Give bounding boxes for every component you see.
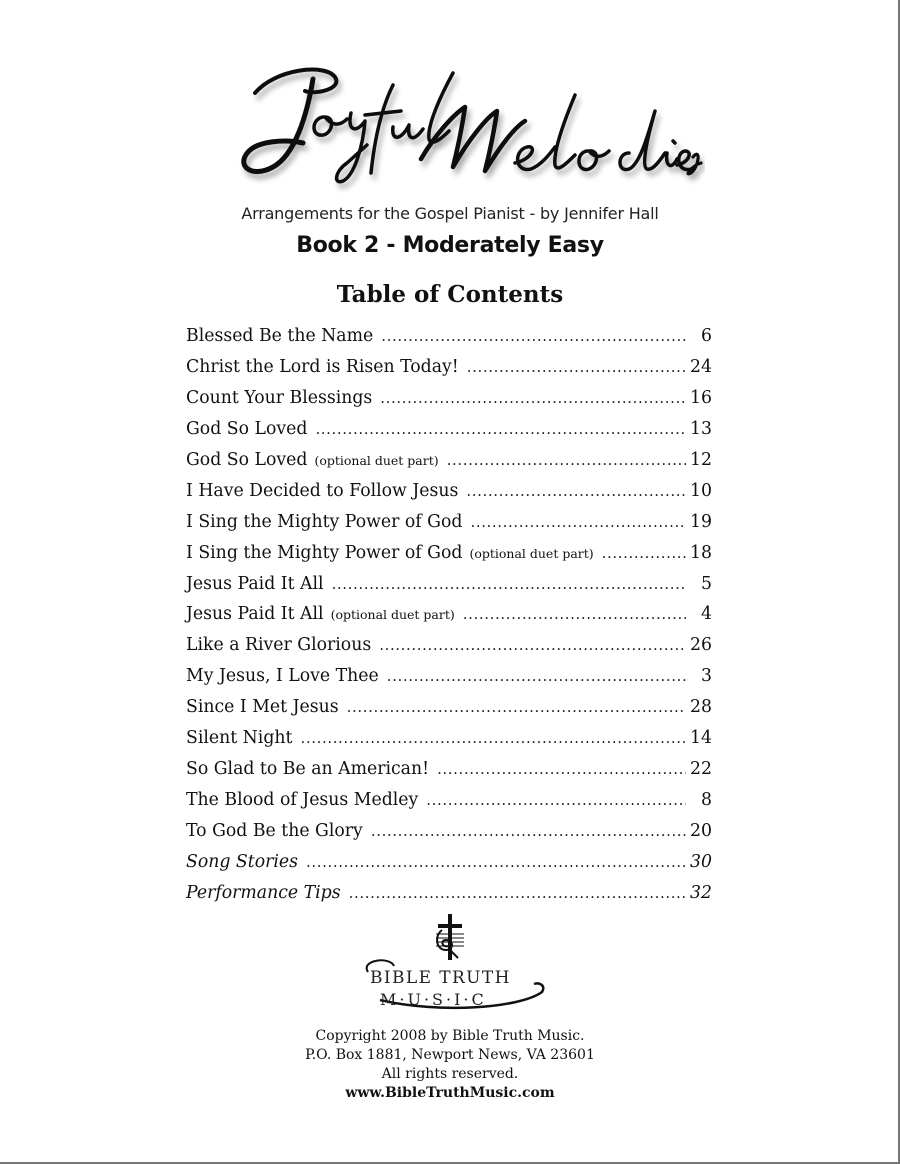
toc-entry-page: 22 <box>690 759 712 780</box>
toc-entry-title: Jesus Paid It All <box>186 604 324 625</box>
toc-entry-title: I Have Decided to Follow Jesus <box>186 480 459 501</box>
toc-entry-page: 3 <box>701 666 712 687</box>
book-title: Book 2 - Moderately Easy <box>296 233 604 258</box>
dot-leader <box>466 476 686 506</box>
copyright-line: Copyright 2008 by Bible Truth Music. <box>315 1028 585 1044</box>
title-script-logo <box>215 55 705 200</box>
toc-entry[interactable] <box>186 321 712 352</box>
toc-entry-page: 8 <box>701 790 712 811</box>
toc-entry[interactable] <box>186 445 712 476</box>
dot-leader <box>315 414 686 444</box>
toc-entry-title: I Sing the Mighty Power of God <box>186 511 463 532</box>
toc-entry[interactable] <box>186 630 712 661</box>
toc-entry-title: Blessed Be the Name <box>186 326 374 346</box>
toc-entry-page: 5 <box>701 573 712 594</box>
dot-leader <box>387 661 686 691</box>
toc-entry[interactable] <box>186 599 712 630</box>
toc-entry[interactable] <box>186 878 712 909</box>
toc-entry[interactable] <box>186 785 712 816</box>
toc-entry-title: Christ the Lord is Risen Today! <box>186 356 459 377</box>
toc-entry-page: 10 <box>690 480 712 501</box>
dot-leader <box>463 599 686 629</box>
toc-heading: Table of Contents <box>336 281 564 308</box>
toc-entry[interactable] <box>186 569 712 600</box>
toc-entry-title: So Glad to Be an American! <box>186 759 430 780</box>
toc-entry-title: Performance Tips <box>186 882 341 903</box>
copyright-block <box>0 1027 900 1103</box>
toc-entry-title: To God Be the Glory <box>186 821 363 841</box>
toc-entry-title: God So Loved <box>186 449 308 470</box>
dot-leader <box>602 538 686 568</box>
toc-entry-title: The Blood of Jesus Medley <box>186 790 419 811</box>
toc-entry-page: 16 <box>690 387 712 408</box>
toc-entry-note: (optional duet part) <box>314 452 439 468</box>
toc-entry-page: 32 <box>690 882 712 903</box>
toc-entry-page: 4 <box>701 604 712 625</box>
toc-entry-page: 18 <box>690 542 712 563</box>
toc-entry[interactable] <box>186 816 712 847</box>
toc-entry[interactable] <box>186 692 712 723</box>
dot-leader <box>467 352 686 382</box>
dot-leader <box>381 321 686 351</box>
toc-entry-page: 28 <box>690 697 712 718</box>
dot-leader <box>470 507 686 537</box>
toc-entry-page: 12 <box>690 449 712 470</box>
toc-entry[interactable] <box>186 507 712 538</box>
toc-entry-note: (optional duet part) <box>469 545 594 561</box>
dot-leader <box>426 785 686 815</box>
toc-entry-note: (optional duet part) <box>330 607 455 623</box>
dot-leader <box>380 383 686 413</box>
publisher-name-music: M·U·S·I·C <box>380 990 487 1009</box>
toc-entry-page: 26 <box>690 635 712 656</box>
toc-entry-title: My Jesus, I Love Thee <box>186 666 379 687</box>
address-line: P.O. Box 1881, Newport News, VA 23601 <box>305 1047 595 1063</box>
toc-entry-title: I Sing the Mighty Power of God <box>186 542 463 563</box>
toc-entry[interactable] <box>186 414 712 445</box>
toc-entry[interactable] <box>186 538 712 569</box>
subtitle: Arrangements for the Gospel Pianist - by Jennifer Hall <box>241 204 659 223</box>
website-link[interactable]: www.BibleTruthMusic.com <box>345 1085 555 1101</box>
toc-entry[interactable] <box>186 847 712 878</box>
toc-entry-page: 20 <box>690 821 712 841</box>
toc-entry-page: 6 <box>701 326 712 346</box>
toc-entry-title: Since I Met Jesus <box>186 697 339 718</box>
dot-leader <box>300 723 686 753</box>
toc-entry-title: Count Your Blessings <box>186 387 373 408</box>
dot-leader <box>306 847 686 877</box>
toc-entry-title: Like a River Glorious <box>186 635 372 656</box>
toc-entry[interactable] <box>186 661 712 692</box>
toc-entry-page: 14 <box>690 728 712 749</box>
toc-entry[interactable] <box>186 476 712 507</box>
dot-leader <box>349 878 686 908</box>
toc-entry-title: Silent Night <box>186 728 293 749</box>
toc-entry-page: 13 <box>690 418 712 439</box>
toc-entry[interactable] <box>186 383 712 414</box>
toc-entry-page: 30 <box>690 851 712 872</box>
publisher-name: BIBLE TRUTH <box>370 968 511 988</box>
dot-leader <box>379 630 686 660</box>
toc-entry-page: 19 <box>690 511 712 532</box>
toc-entry[interactable] <box>186 723 712 754</box>
dot-leader <box>371 816 686 846</box>
dot-leader <box>332 569 686 599</box>
toc-list <box>186 321 712 909</box>
toc-entry[interactable] <box>186 352 712 383</box>
toc-entry-page: 24 <box>690 356 712 377</box>
rights-line: All rights reserved. <box>381 1066 519 1082</box>
toc-entry[interactable] <box>186 754 712 785</box>
toc-entry-title: Song Stories <box>186 851 298 872</box>
toc-entry-title: Jesus Paid It All <box>186 573 324 594</box>
dot-leader <box>447 445 686 475</box>
dot-leader <box>347 692 686 722</box>
dot-leader <box>437 754 686 784</box>
toc-entry-title: God So Loved <box>186 418 308 439</box>
